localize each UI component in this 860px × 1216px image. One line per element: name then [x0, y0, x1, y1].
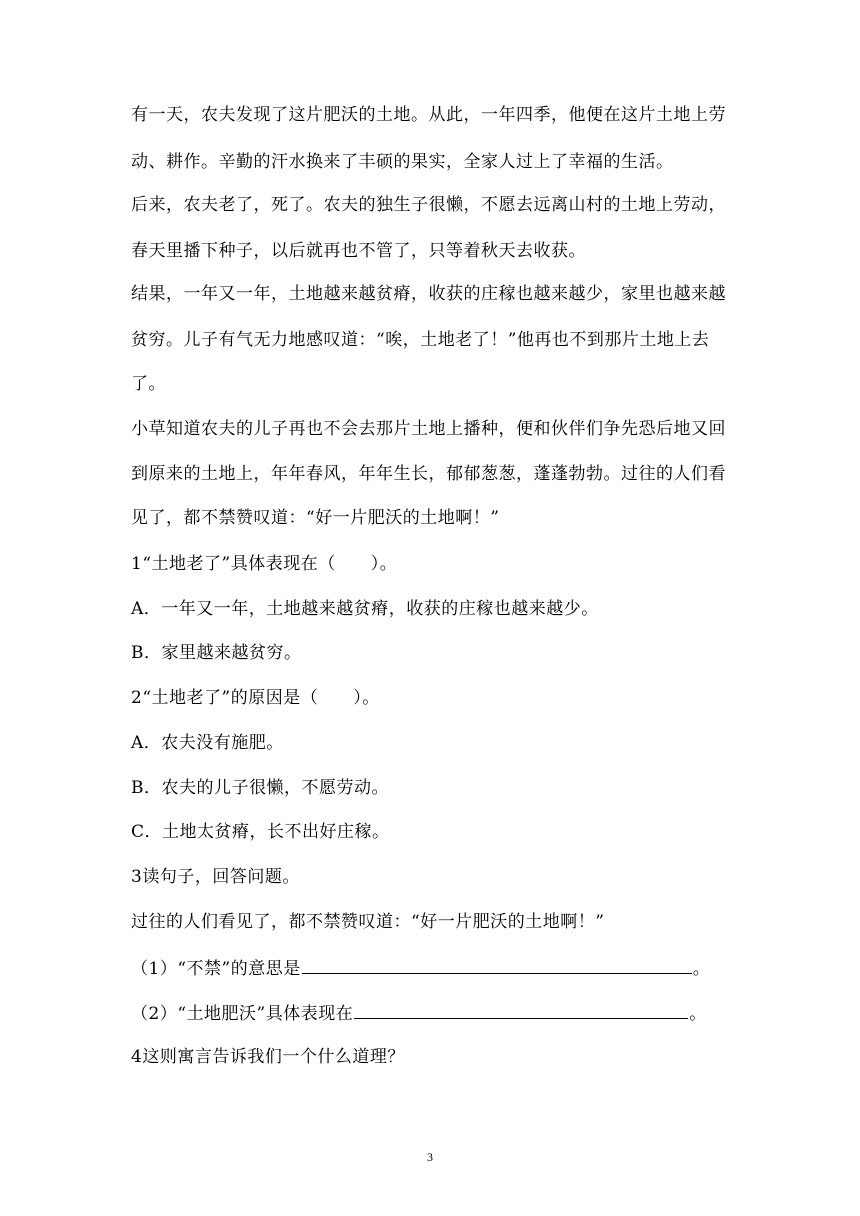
passage-line: 有一天，农夫发现了这片肥沃的土地。从此，一年四季，他便在这片土地上劳 — [131, 105, 726, 125]
question-2-option-b: B．农夫的儿子很懒，不愿劳动。 — [131, 778, 389, 798]
question-3-2-end: 。 — [689, 1004, 707, 1024]
question-3-2-prompt: （2）“土地肥沃”具体表现在 — [131, 1004, 354, 1024]
passage-line: 春天里播下种子，以后就再也不管了，只等着秋天去收获。 — [131, 241, 586, 261]
question-3-1-prompt: （1）“不禁”的意思是 — [131, 959, 301, 979]
passage-line: 动、耕作。辛勤的汗水换来了丰硕的果实，全家人过上了幸福的生活。 — [131, 152, 674, 172]
question-3: 3读句子，回答问题。 — [131, 867, 300, 887]
passage-line: 小草知道农夫的儿子再也不会去那片土地上播种，便和伙伴们争先恐后地又回 — [131, 419, 726, 439]
answer-blank[interactable] — [302, 955, 692, 974]
passage-line: 贫穷。儿子有气无力地感叹道：“唉，土地老了！”他再也不到那片土地上去 — [131, 330, 710, 350]
page-number: 3 — [427, 1150, 433, 1164]
passage-line: 后来，农夫老了，死了。农夫的独生子很懒，不愿去远离山村的土地上劳动， — [131, 195, 726, 215]
answer-blank[interactable] — [354, 1000, 688, 1019]
question-3-1 — [131, 955, 710, 981]
question-1: 1“土地老了”具体表现在（ ）。 — [131, 554, 398, 574]
passage-line: 结果，一年又一年，土地越来越贫瘠，收获的庄稼也越来越少，家里也越来越 — [131, 284, 726, 304]
question-3-2 — [131, 1000, 707, 1026]
question-2-option-c: C．土地太贫瘠，长不出好庄稼。 — [131, 822, 390, 842]
question-2-option-a: A．农夫没有施肥。 — [131, 733, 284, 753]
question-1-option-a: A．一年又一年，土地越来越贫瘠，收获的庄稼也越来越少。 — [131, 599, 599, 619]
passage-line: 到原来的土地上，年年春风，年年生长，郁郁葱葱，蓬蓬勃勃。过往的人们看 — [131, 464, 726, 484]
question-1-option-b: B．家里越来越贫穷。 — [131, 643, 302, 663]
question-2: 2“土地老了”的原因是（ ）。 — [131, 688, 380, 708]
passage-line: 了。 — [131, 374, 166, 394]
question-3-sentence: 过往的人们看见了，都不禁赞叹道：“好一片肥沃的土地啊！” — [131, 912, 605, 932]
passage-line: 见了，都不禁赞叹道：“好一片肥沃的土地啊！” — [131, 508, 500, 528]
question-4: 4这则寓言告诉我们一个什么道理？ — [131, 1047, 405, 1067]
question-3-1-end: 。 — [692, 959, 711, 979]
